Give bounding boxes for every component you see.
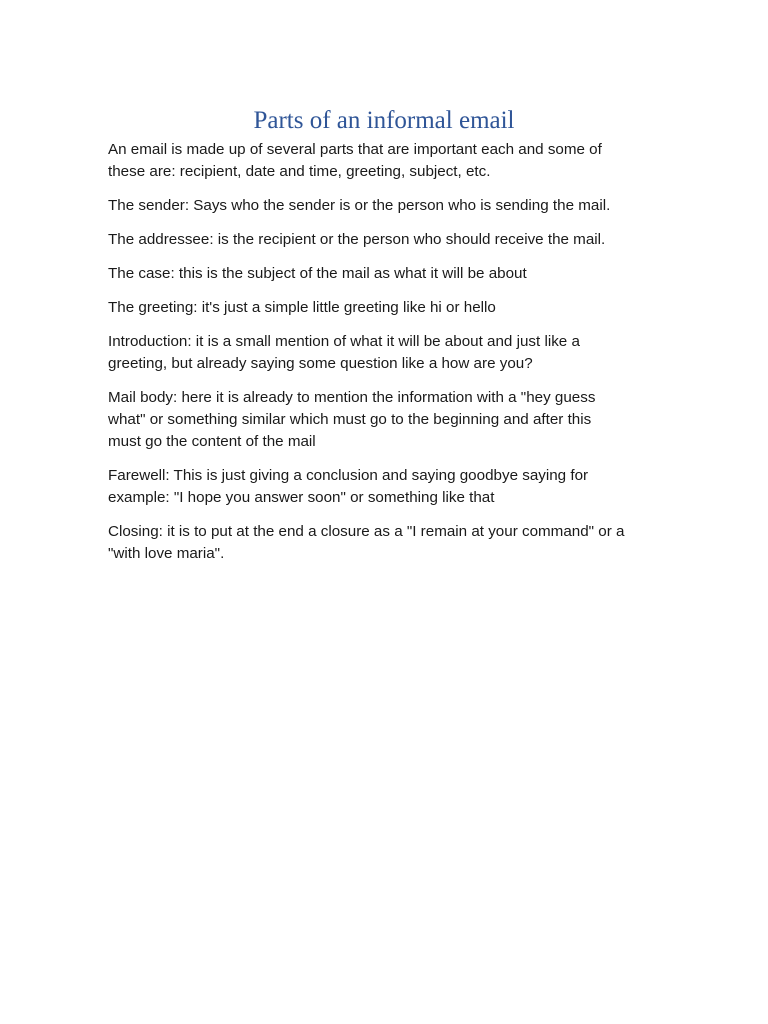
paragraph-sender [108, 195, 668, 217]
paragraph-greeting [108, 297, 668, 319]
text-line: The greeting: it's just a simple little greeting like hi or hello [108, 299, 496, 316]
text-line: The sender: Says who the sender is or the person who is sending the mail. [108, 197, 611, 214]
paragraph-farewell [108, 465, 668, 509]
paragraph-mail-body [108, 387, 668, 453]
paragraph-closing [108, 521, 668, 565]
text-line: "with love maria". [108, 545, 225, 562]
paragraph-case [108, 263, 668, 285]
text-line: these are: recipient, date and time, greeting, subject, etc. [108, 163, 491, 180]
text-line: example: "I hope you answer soon" or something like that [108, 489, 495, 506]
text-line: Mail body: here it is already to mention the information with a "hey guess [108, 389, 596, 406]
document-title: Parts of an informal email [253, 107, 515, 134]
text-line: Closing: it is to put at the end a closure as a "I remain at your command" or a [108, 523, 625, 540]
text-line: what" or something similar which must go to the beginning and after this [108, 411, 592, 428]
text-line: The case: this is the subject of the mail as what it will be about [108, 265, 527, 282]
paragraph-addressee [108, 229, 668, 251]
text-line: must go the content of the mail [108, 433, 316, 450]
text-line: Farewell: This is just giving a conclusion and saying goodbye saying for [108, 467, 589, 484]
paragraph-introduction [108, 331, 668, 375]
text-line: The addressee: is the recipient or the person who should receive the mail. [108, 231, 606, 248]
text-line: Introduction: it is a small mention of what it will be about and just like a [108, 333, 580, 350]
document-body [108, 139, 668, 577]
text-line: greeting, but already saying some question like a how are you? [108, 355, 533, 372]
paragraph-intro [108, 139, 668, 183]
text-line: An email is made up of several parts that are important each and some of [108, 141, 602, 158]
